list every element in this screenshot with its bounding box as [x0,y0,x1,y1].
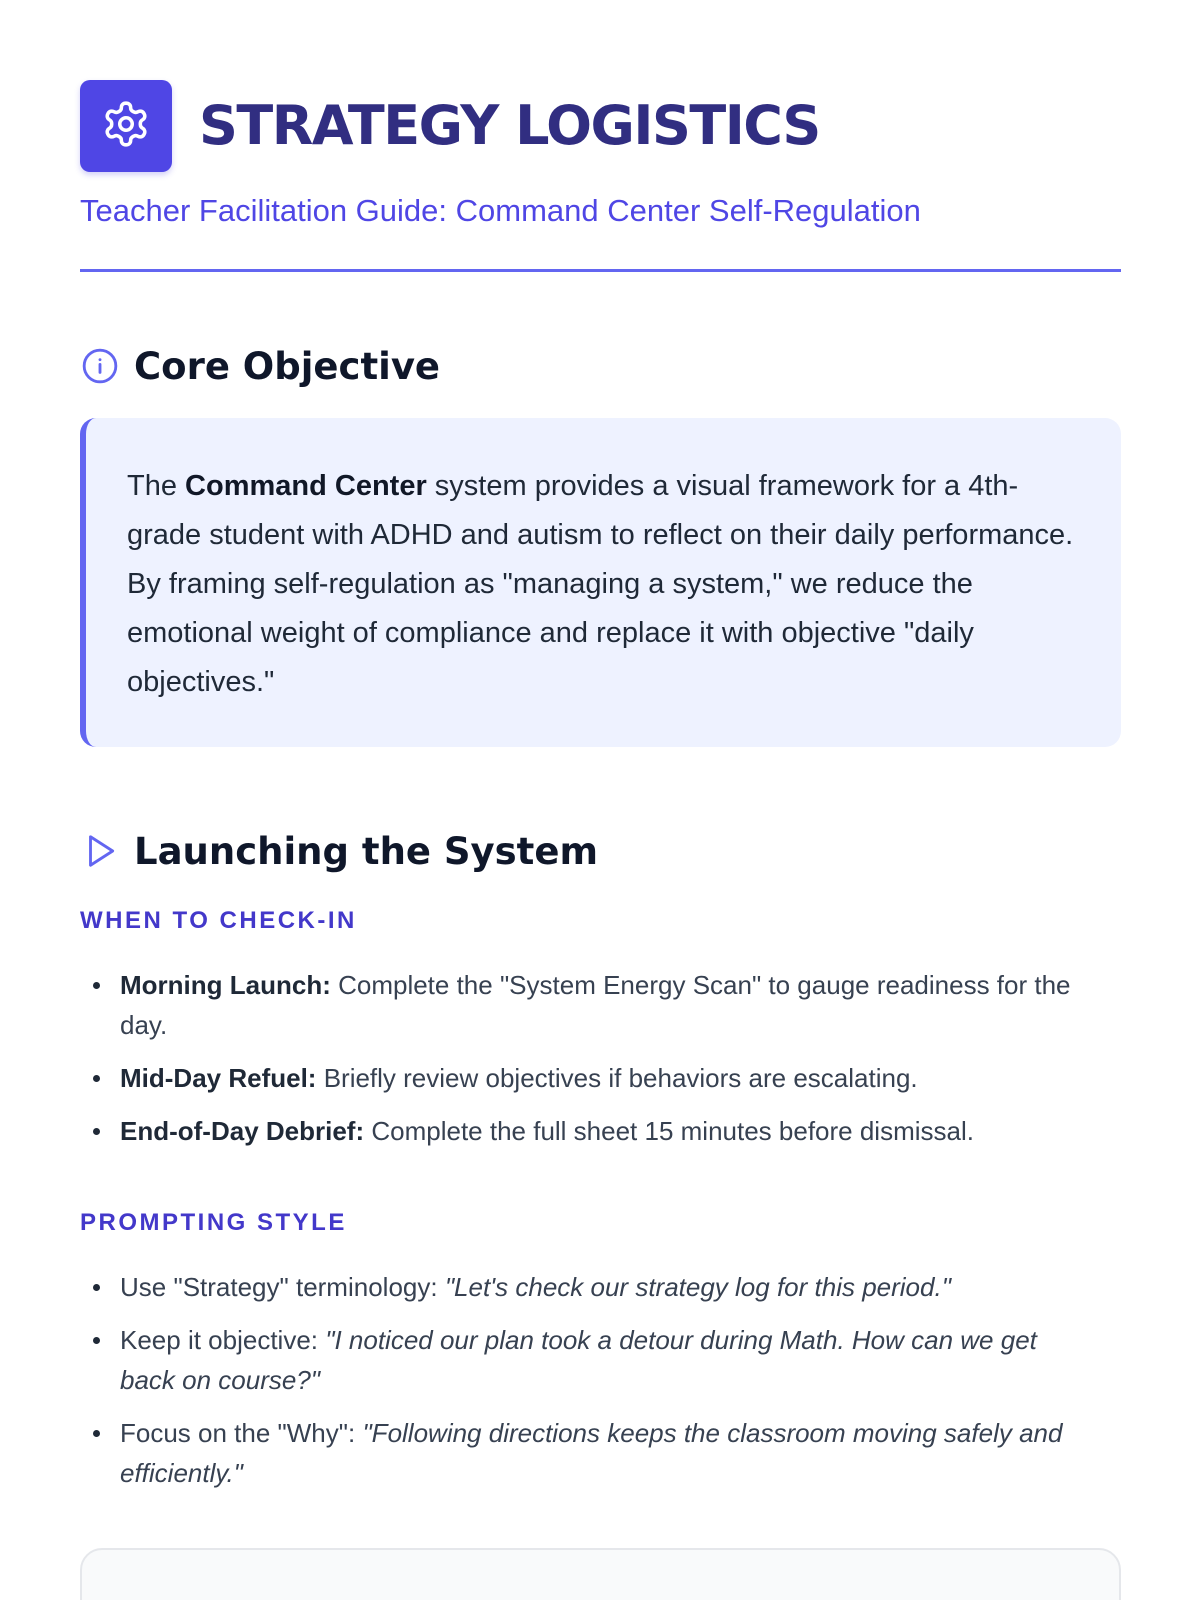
callout-text-lead: The [127,470,186,503]
section-title-core-objective: Core Objective [134,344,441,388]
core-objective-callout [80,418,1121,747]
gear-icon [101,99,151,154]
logo-badge [80,80,172,172]
list-item-lead: Use "Strategy" terminology: [120,1272,445,1303]
list-item-quote: "Let's check our strategy log for this period." [444,1272,951,1303]
callout-text-bold: Command Center [185,470,427,503]
check-in-label: WHEN TO CHECK-IN [80,907,357,935]
list-item-term: Morning Launch: [120,970,331,1001]
list-item [120,1058,1090,1098]
list-item-text: Complete the "System Energy Scan" to gauge readiness for the day. [120,970,1071,1041]
list-item-lead: Keep it objective: [120,1325,326,1356]
prompting-style-list [80,1267,1090,1493]
list-item-text: Briefly review objectives if behaviors are escalating. [316,1063,918,1094]
list-item-term: Mid-Day Refuel: [120,1063,317,1094]
list-item-text: Complete the full sheet 15 minutes before dismissal. [364,1116,974,1147]
page-title: STRATEGY LOGISTICS [199,94,820,157]
section-title-launching: Launching the System [134,829,599,873]
header-divider [80,269,1121,272]
list-item [120,1413,1090,1493]
section-header-launching [80,829,1120,873]
page-header [80,80,1120,172]
list-item-quote: "Following directions keeps the classroom moving safely and efficiently." [120,1418,1063,1489]
list-item-quote: "I noticed our plan took a detour during Math. How can we get back on course?" [120,1325,1037,1396]
page-subtitle: Teacher Facilitation Guide: Command Center Self-Regulation [80,193,921,228]
list-item [120,1267,1090,1307]
section-header-core-objective [80,344,1120,388]
check-in-list [80,965,1090,1151]
list-item-lead: Focus on the "Why": [120,1418,363,1449]
info-circle-icon [80,346,120,386]
next-section-card [80,1548,1121,1600]
list-item-term: End-of-Day Debrief: [120,1116,365,1147]
list-item [120,1320,1090,1400]
list-item [120,1111,1090,1151]
prompting-style-label: PROMPTING STYLE [80,1209,347,1237]
callout-text-body: system provides a visual framework for a 4th-grade student with ADHD and autism to reflect on their daily performance. By framing self-regulation as "managing a system," we reduce the emotional weight of compliance and replace it with objective "daily objectives." [127,470,1074,699]
list-item [120,965,1090,1045]
play-icon [80,831,120,871]
